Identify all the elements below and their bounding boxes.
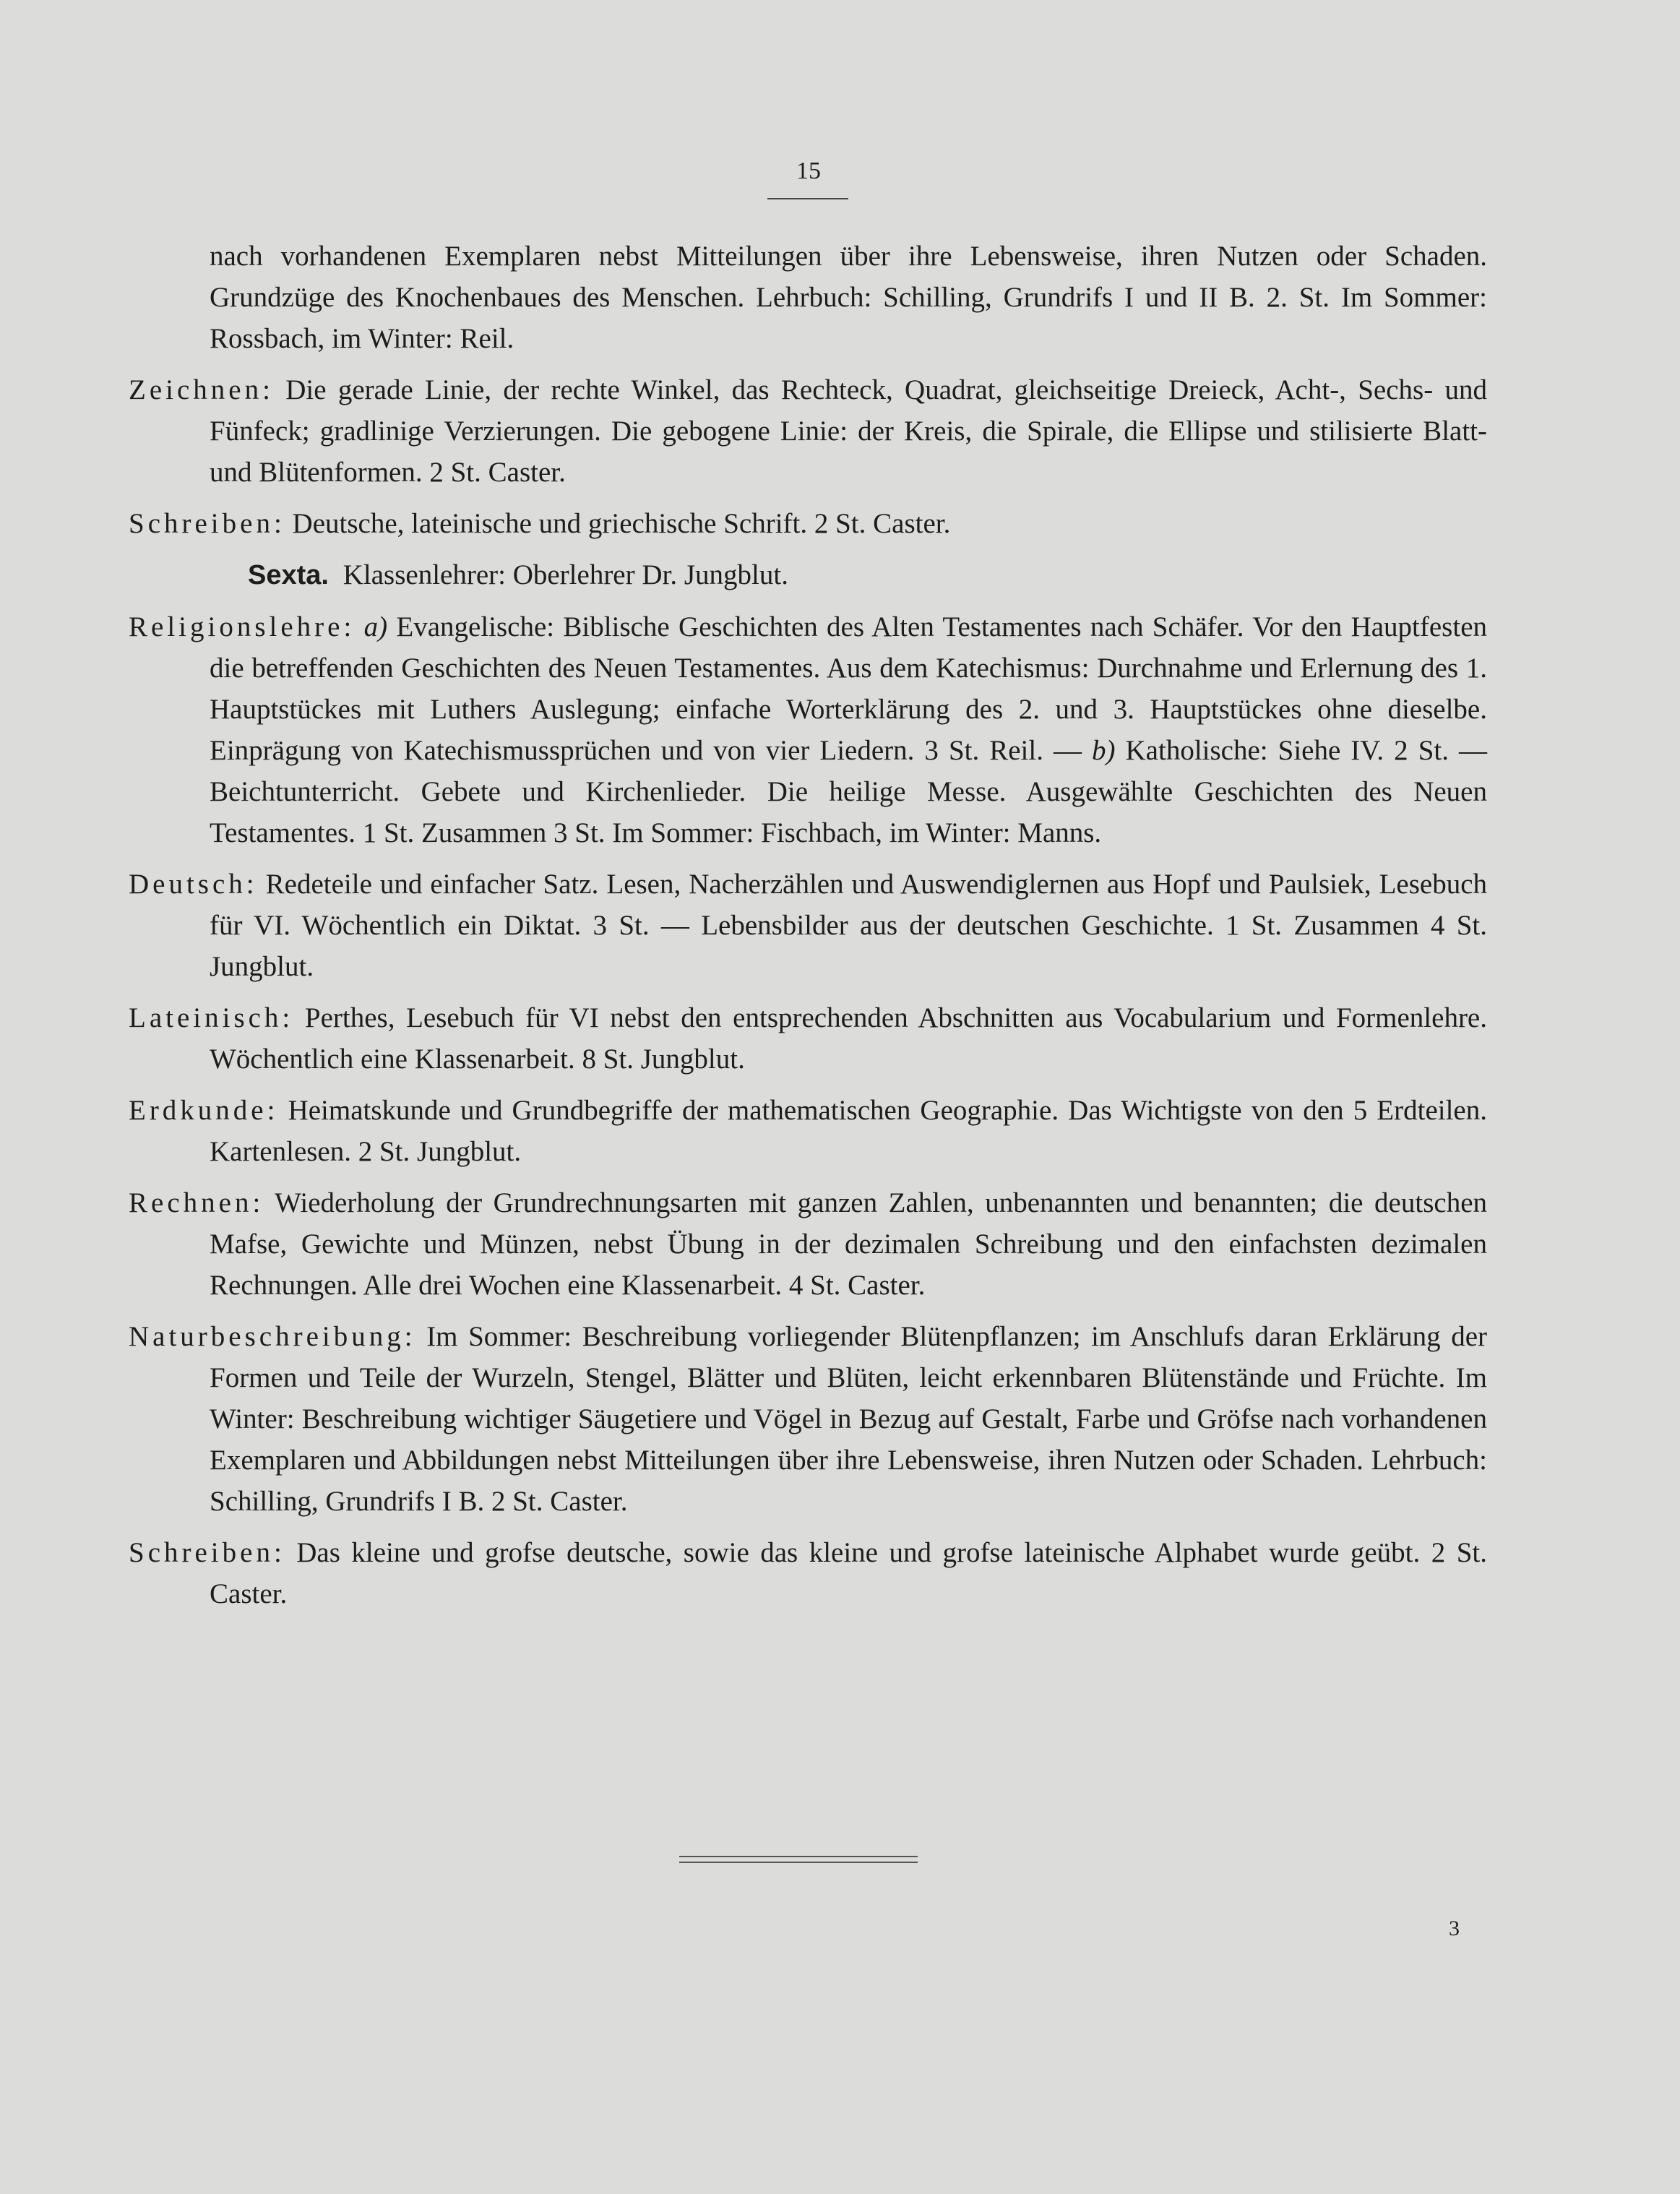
intro-paragraph: nach vorhandenen Exemplaren nebst Mitteilungen über ihre Lebensweise, ihren Nutzen oder Schaden. Grundzüge des Knochenbaues des Menschen. Lehrbuch: Schilling, Grundrifs I und II B. 2. St. Im Sommer: Rossbach, im Winter: Reil. <box>210 241 1487 354</box>
class-heading-sexta <box>129 554 1487 596</box>
subject-label: Schreiben: <box>129 508 285 539</box>
zeichnen-paragraph <box>129 369 1487 493</box>
page-number-rule <box>767 198 848 199</box>
marker-b: b) <box>1092 735 1116 766</box>
sheet-signature: 3 <box>1449 1916 1460 1940</box>
subject-text: Deutsche, lateinische und griechische Schrift. 2 St. Caster. <box>292 508 951 539</box>
subject-label: Religionslehre: <box>129 611 356 642</box>
deutsch-paragraph <box>129 864 1487 987</box>
subject-text: Im Sommer: Beschreibung vorliegender Blütenpflanzen; im Anschlufs daran Erklärung der Formen und Teile der Wurzeln, Stengel, Blätter und Blüten, leicht erkennbaren Blütenstände und Früchte. Im Winter: Beschreibung wichtiger Säugetiere und Vögel in Bezug auf Gestalt, Farbe und Gröfse nach vorhandenen Exemplaren und Abbildungen nebst Mitteilungen über ihre Lebensweise, ihren Nutzen oder Schaden. Lehrbuch: Schilling, Grundrifs I B. 2 St. Caster. <box>210 1321 1488 1517</box>
subject-text: Perthes, Lesebuch für VI nebst den entsprechenden Abschnitten aus Vocabularium und Formenlehre. Wöchentlich eine Klassenarbeit. 8 St. Jungblut. <box>210 1002 1487 1075</box>
subject-label: Lateinisch: <box>129 1002 294 1033</box>
subject-label: Naturbeschreibung: <box>129 1321 416 1352</box>
subject-label: Deutsch: <box>129 869 258 900</box>
subject-label: Erdkunde: <box>129 1095 279 1126</box>
subject-label: Zeichnen: <box>129 374 274 405</box>
subject-text: Redeteile und einfacher Satz. Lesen, Nacherzählen und Auswendiglernen aus Hopf und Paulsiek, Lesebuch für VI. Wöchentlich ein Diktat. 3 St. — Lebensbilder aus der deutschen Geschichte. 1 St. Zusammen 4 St. Jungblut. <box>210 869 1488 982</box>
erdkunde-paragraph <box>129 1090 1487 1172</box>
schreiben-sexta-paragraph <box>129 1532 1487 1614</box>
class-teacher: Klassenlehrer: Oberlehrer Dr. Jungblut. <box>343 559 788 590</box>
schreiben-paragraph <box>129 503 1487 544</box>
subject-text: Das kleine und grofse deutsche, sowie das kleine und grofse lateinische Alphabet wurde geübt. 2 St. Caster. <box>210 1537 1487 1609</box>
natur-paragraph <box>129 1316 1487 1522</box>
subject-label: Rechnen: <box>129 1187 264 1218</box>
marker-a: a) <box>363 611 388 642</box>
subject-text: Heimatskunde und Grundbegriffe der mathematischen Geographie. Das Wichtigste von den 5 Erdteilen. Kartenlesen. 2 St. Jungblut. <box>210 1095 1487 1167</box>
subject-text: Evangelische: Biblische Geschichten des Alten Testamentes nach Schäfer. Vor den Hauptfesten die betreffenden Geschichten des Neuen Testamentes. Aus dem Katechismus: Durchnahme und Erlernung des 1. Hauptstückes mit Luthers Auslegung; einfache Worterklärung des 2. und 3. Hauptstückes ohne dieselbe. Einprägung von Katechismussprüchen und von vier Liedern. 3 St. Reil. — <box>210 611 1488 766</box>
subject-text: Die gerade Linie, der rechte Winkel, das Rechteck, Quadrat, gleichseitige Dreieck, Acht-, Sechs- und Fünfeck; gradlinige Verzierungen. Die gebogene Linie: der Kreis, die Spirale, die Ellipse und stilisierte Blatt- und Blütenformen. 2 St. Caster. <box>210 374 1488 488</box>
subject-label: Schreiben: <box>129 1537 285 1568</box>
rechnen-paragraph <box>129 1182 1487 1306</box>
class-heading-label: Sexta. <box>248 560 329 590</box>
page-number: 15 <box>796 158 821 184</box>
section-end-rule <box>679 1856 918 1863</box>
subject-text: Wiederholung der Grundrechnungsarten mit ganzen Zahlen, unbenannten und benannten; die deutschen Mafse, Gewichte und Münzen, nebst Übung in der dezimalen Schreibung und den einfachsten dezimalen Rechnungen. Alle drei Wochen eine Klassenarbeit. 4 St. Caster. <box>210 1187 1488 1301</box>
body-text <box>129 236 1487 1625</box>
subject-text: Katholische: Siehe IV. 2 St. — Beichtunterricht. Gebete und Kirchenlieder. Die heilige Messe. Ausgewählte Geschichten des Neuen Testamentes. 1 St. Zusammen 3 St. Im Sommer: Fischbach, im Winter: Manns. <box>210 735 1487 848</box>
latein-paragraph <box>129 997 1487 1080</box>
religion-paragraph <box>129 606 1487 853</box>
